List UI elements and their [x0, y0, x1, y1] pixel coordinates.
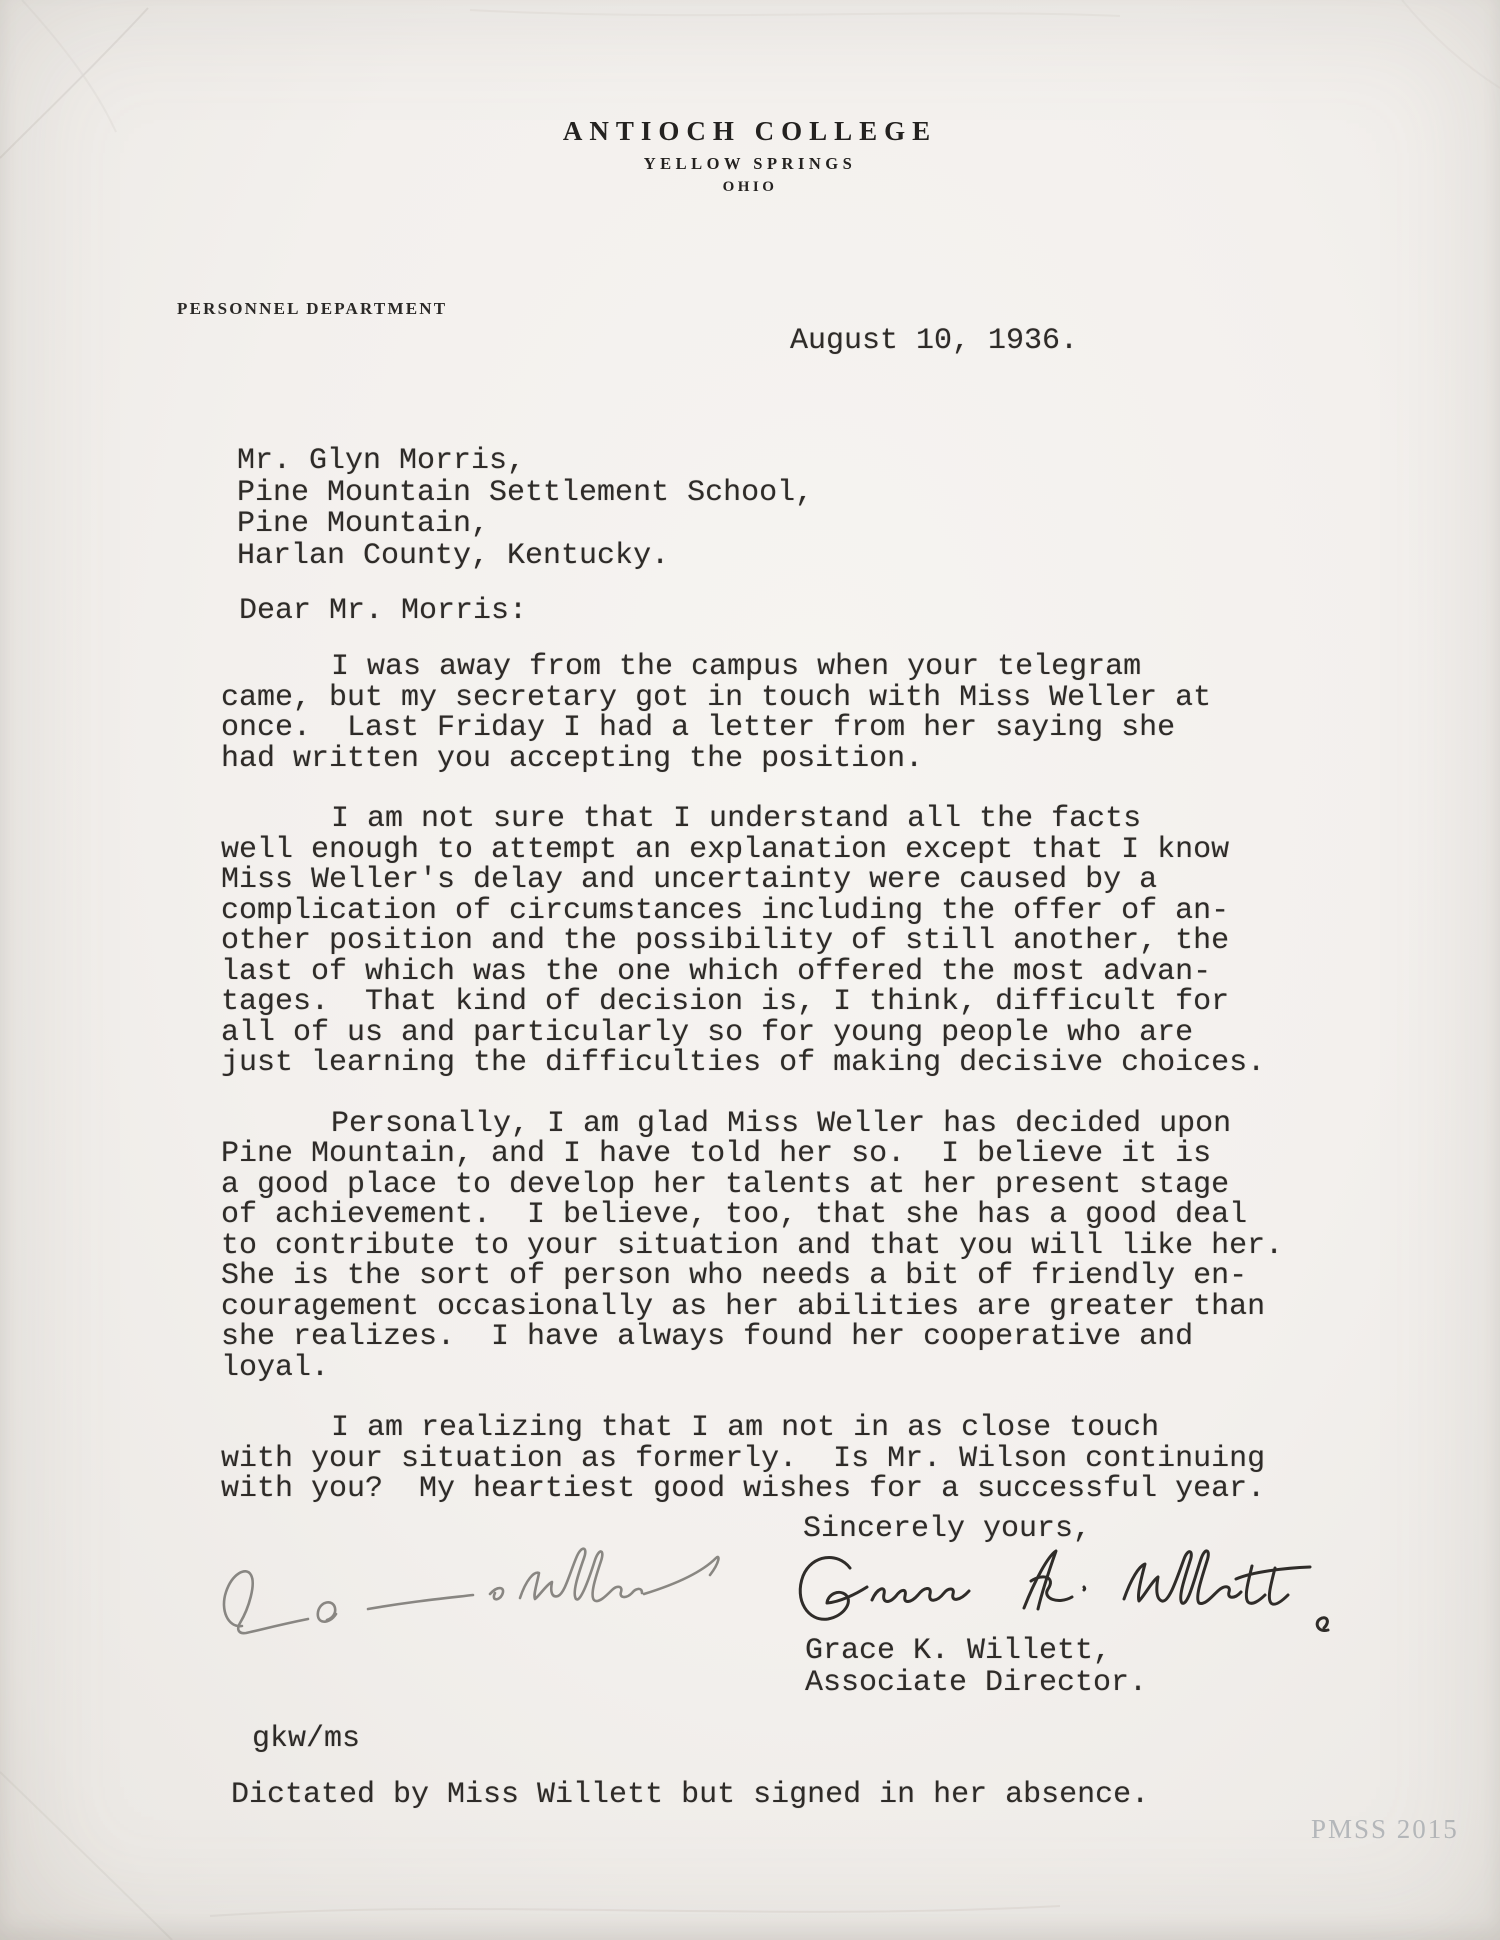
recipient-line: Pine Mountain, — [237, 507, 490, 541]
letter-line: other position and the possibility of still another, the — [221, 924, 1230, 958]
letterhead-state: OHIO — [722, 179, 778, 195]
typist-reference-initials: gkw/ms — [252, 1722, 361, 1756]
date-line: August 10, 1936. — [790, 324, 1079, 358]
paragraph-3 — [221, 1106, 1284, 1385]
letter-line: I was away from the campus when your telegram — [331, 650, 1142, 684]
letter-line: all of us and particularly so for young people who are — [221, 1015, 1194, 1050]
letter-line: had written you accepting the position. — [221, 741, 924, 776]
handwritten-signature — [788, 1542, 1388, 1647]
letter-line: She is the sort of person who needs a bit of friendly en- — [221, 1259, 1248, 1293]
signature-typed-title: Associate Director. — [805, 1666, 1148, 1700]
letter-line: well enough to attempt an explanation except that I know — [221, 832, 1230, 867]
paragraph-4 — [221, 1413, 1283, 1505]
paragraph-1 — [221, 652, 1283, 774]
letter-line: Miss Weller's delay and uncertainty were caused by a — [221, 863, 1158, 897]
letter-line: Pine Mountain, and I have told her so. I believe it is — [221, 1137, 1212, 1171]
letter-line: complication of circumstances including the offer of an- — [221, 893, 1230, 928]
letterhead-college-name: ANTIOCH COLLEGE — [562, 116, 938, 146]
letter-line: she realizes. I have always found her cooperative and — [221, 1320, 1194, 1354]
letter-line: to contribute to your situation and that you will like her. — [221, 1228, 1284, 1263]
watermark-text: PMSS 2015 — [1311, 1814, 1459, 1844]
letter-line: loyal. — [221, 1350, 330, 1385]
department-label: PERSONNEL DEPARTMENT — [177, 299, 448, 318]
letter-line: last of which was the one which offered the most advan- — [221, 954, 1212, 989]
dictation-note: Dictated by Miss Willett but signed in her absence. — [231, 1778, 1150, 1812]
closing-phrase: Sincerely yours, — [803, 1512, 1092, 1546]
letter-line: tages. That kind of decision is, I think, difficult for — [221, 985, 1230, 1019]
letter-line: of achievement. I believe, too, that she has a good deal — [221, 1198, 1248, 1232]
letter-line: Personally, I am glad Miss Weller has decided upon — [331, 1106, 1232, 1141]
letter-line: I am realizing that I am not in as close touch — [331, 1411, 1160, 1445]
pencil-annotation — [208, 1542, 738, 1652]
letter-line: I am not sure that I understand all the facts — [331, 802, 1142, 836]
paragraph-2 — [221, 804, 1283, 1079]
letter-line: couragement occasionally as her abilities are greater than — [221, 1289, 1266, 1324]
letter-line: just learning the difficulties of making decisive choices. — [221, 1046, 1266, 1080]
letter-line: with you? My heartiest good wishes for a successful year. — [221, 1472, 1266, 1506]
letterhead-city: YELLOW SPRINGS — [643, 154, 857, 173]
letterhead — [0, 116, 1500, 196]
recipient-line: Pine Mountain Settlement School, — [237, 475, 814, 510]
recipient-line: Harlan County, Kentucky. — [237, 538, 670, 573]
recipient-address-block — [237, 446, 813, 572]
letter-body — [221, 652, 1283, 1535]
letter-line: with your situation as formerly. Is Mr. Wilson continuing — [221, 1441, 1266, 1476]
letter-line: came, but my secretary got in touch with Miss Weller at — [221, 680, 1212, 715]
signature-typed-name: Grace K. Willett, — [805, 1634, 1112, 1668]
salutation: Dear Mr. Morris: — [239, 594, 528, 628]
letter-line: a good place to develop her talents at her present stage — [221, 1167, 1230, 1202]
recipient-line: Mr. Glyn Morris, — [237, 444, 526, 478]
letter-line: once. Last Friday I had a letter from her saying she — [221, 711, 1176, 745]
